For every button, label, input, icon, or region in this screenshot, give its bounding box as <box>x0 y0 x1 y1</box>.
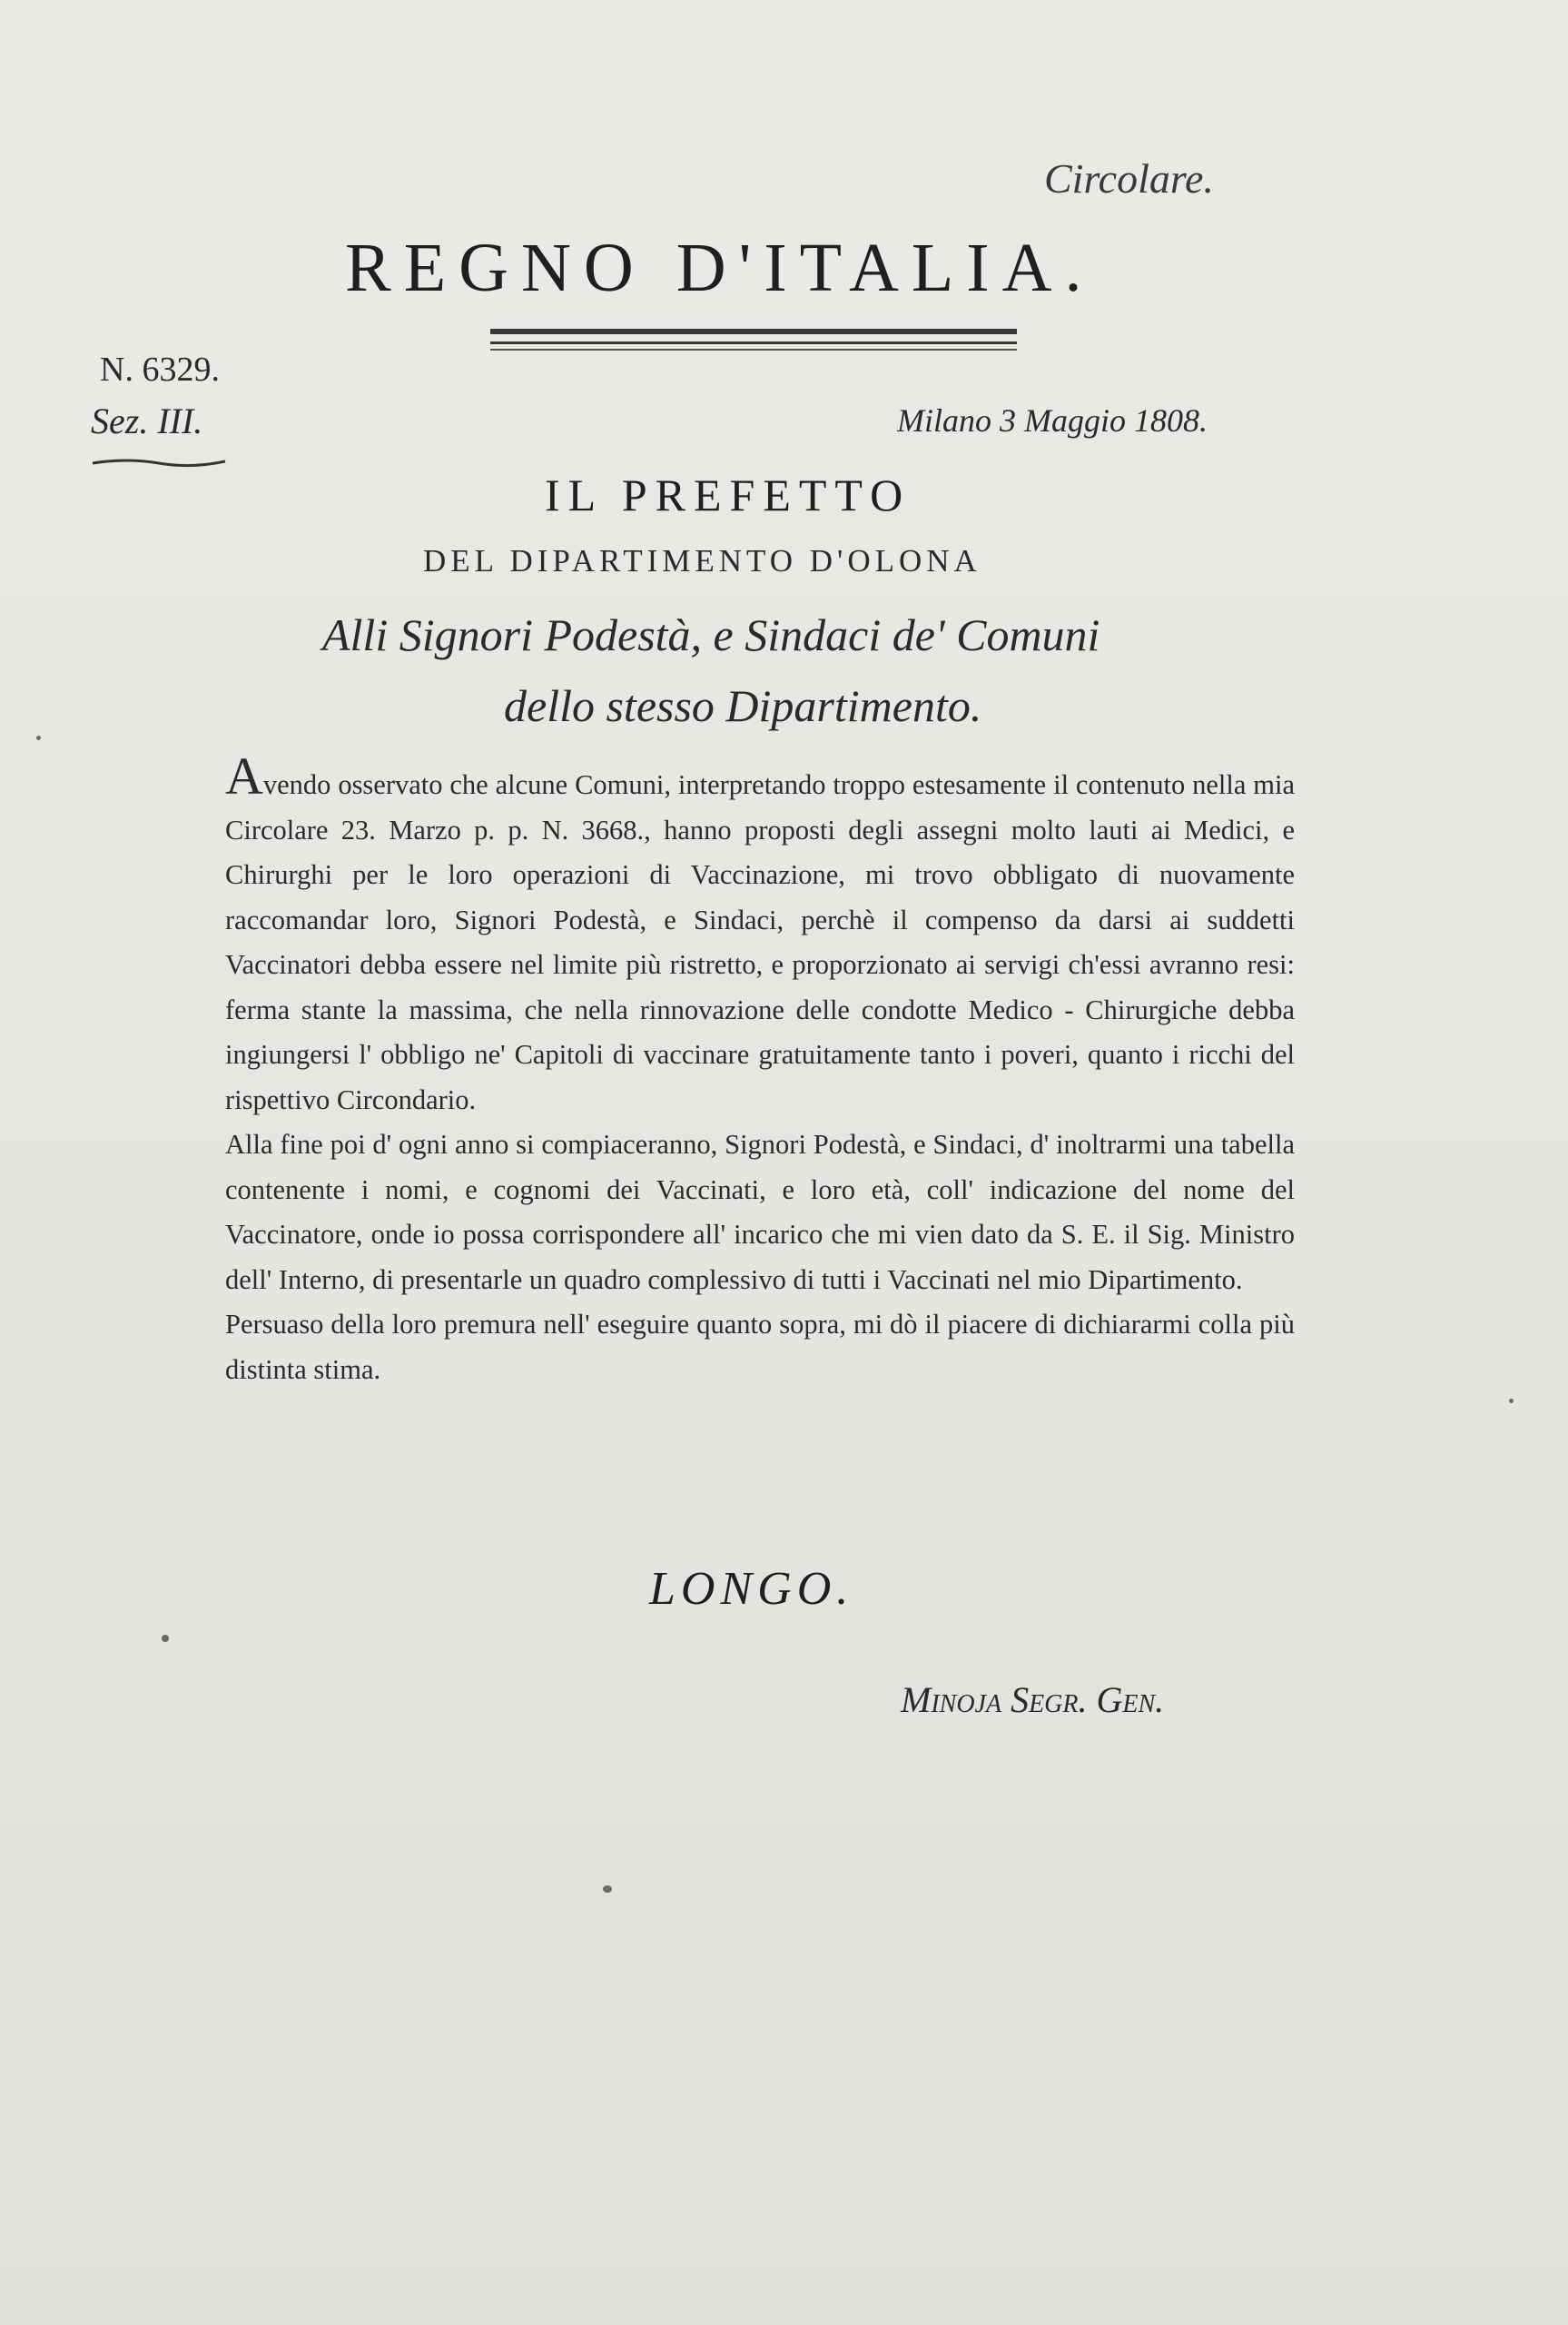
secretary-signature: Minoja Segr. Gen. <box>901 1679 1165 1720</box>
paragraph: Alla fine poi d' ogni anno si compiaceranno, Signori Podestà, e Sindaci, d' inoltrarmi una tabella contenente i nomi, e cognomi dei Vaccinati, e loro età, coll' indicazione del nome del Vaccinatore, onde io possa corrispondere all' incarico che mi vien dato da S. E. il Sig. Ministro dell' Interno, di presentarle un quadro complessivo di tutti i Vaccinati nel mio Dipartimento. <box>225 1129 1295 1295</box>
heading-rule <box>490 341 1017 344</box>
body-text <box>225 747 1295 1392</box>
paragraph: Persuaso della loro premura nell' eseguire quanto sopra, mi dò il piacere di dichiararmi colla più distinta stima. <box>225 1309 1295 1385</box>
ink-spot <box>36 736 41 740</box>
section-number: Sez. III. <box>91 401 203 441</box>
circular-label: Circolare. <box>1044 155 1214 202</box>
drop-cap: A <box>225 747 263 806</box>
heading-rule <box>490 349 1017 351</box>
ink-spot <box>162 1635 169 1642</box>
ink-spot <box>603 1885 612 1893</box>
swash-ornament <box>91 454 227 472</box>
addressee-line: dello stesso Dipartimento. <box>504 680 982 731</box>
ink-spot <box>1509 1399 1514 1403</box>
sender-title: IL PREFETTO <box>545 470 912 520</box>
addressee-line: Alli Signori Podestà, e Sindaci de' Comuni <box>322 609 1100 660</box>
protocol-number: N. 6329. <box>100 351 220 389</box>
prefect-signature: LONGO. <box>649 1563 854 1615</box>
document-heading: REGNO D'ITALIA. <box>345 230 1095 306</box>
heading-rule <box>490 329 1017 334</box>
paragraph <box>225 747 1295 1123</box>
place-date: Milano 3 Maggio 1808. <box>897 402 1208 439</box>
paragraph-text: vendo osservato che alcune Comuni, interpretando troppo estesamente il contenuto nella mia Circolare 23. Marzo p. p. N. 3668., hanno proposti degli assegni molto lauti ai Medici, e Chirurghi per le loro operazioni di Vaccinazione, mi trovo obbligato di nuovamente raccomandar loro, Signori Podestà, e Sindaci, perchè il compenso da darsi ai suddetti Vaccinatori debba essere nel limite più ristretto, e proporzionato ai servigi ch'essi avranno resi: ferma stante la massima, che nella rinnovazione delle condotte Medico - Chirurgiche debba ingiungersi l' obbligo ne' Capitoli di vaccinare gratuitamente tanto i poveri, quanto i ricchi del rispettivo Circondario. <box>225 769 1295 1115</box>
sender-department: DEL DIPARTIMENTO D'OLONA <box>423 543 981 579</box>
